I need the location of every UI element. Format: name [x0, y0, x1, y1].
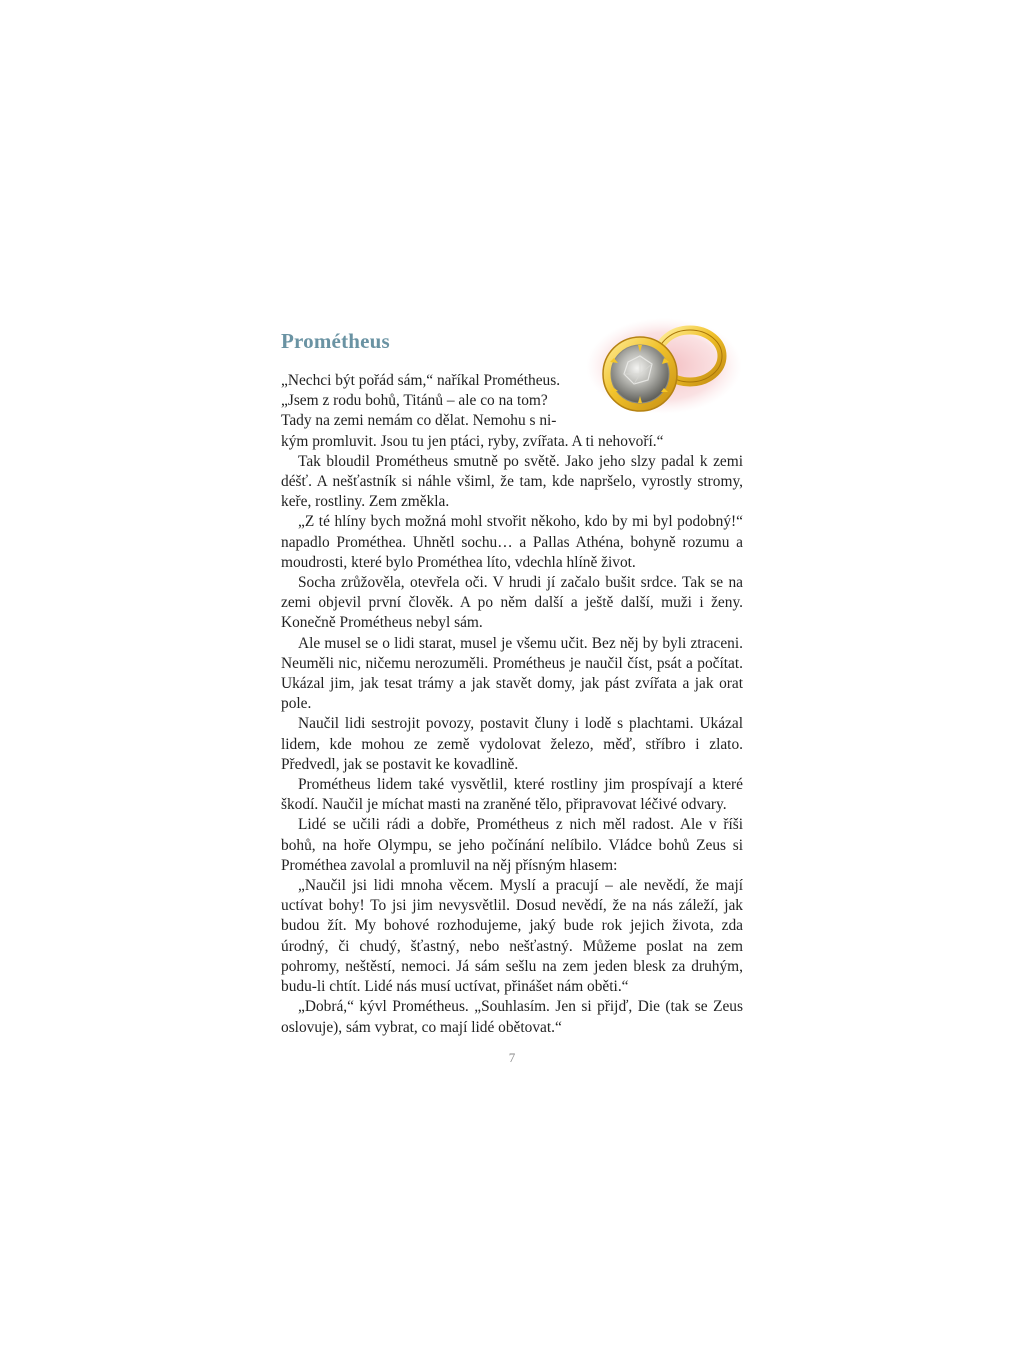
- paragraph: Naučil lidi sestrojit povozy, postavit čluny i lodě s plachtami. Ukázal lidem, kde mohou ze země vydolovat železo, měď, stříbro i zlato. Předvedl, jak se postavit ke kovadlině.: [281, 715, 743, 773]
- intro-paragraph: [281, 371, 743, 452]
- body-text: [281, 371, 743, 1038]
- paragraph: „Dobrá,“ kývl Prométheus. „Souhlasím. Jen si přijď, Die (tak se Zeus oslovuje), sám vybrat, co mají lidé obětovat.“: [281, 998, 743, 1036]
- paragraph: Socha zrůžověla, otevřela oči. V hrudi jí začalo bušit srdce. Tak se na zemi objevil první člověk. A po něm další a ještě další, muži i ženy. Konečně Prométheus nebyl sám.: [281, 574, 743, 632]
- intro-line: „Jsem z rodu bohů, Titánů – ale co na tom?: [281, 392, 548, 410]
- intro-line: Tady na zemi nemám co dělat. Nemohu s ni-: [281, 412, 557, 430]
- paragraph: Lidé se učili rádi a dobře, Prométheus z nich měl radost. Ale v říši bohů, na hoře Olympu, se jeho počínání nelíbilo. Vládce bohů Zeus si Prométhea zavolal a promluvil na něj přísným hlasem:: [281, 816, 743, 874]
- paragraph: Tak bloudil Prométheus smutně po světě. Jako jeho slzy padal k zemi déšť. A nešťastník si náhle všiml, že tam, kde napršelo, vyrostly stromy, keře, rostliny. Zem změkla.: [281, 452, 743, 511]
- paragraph: „Z té hlíny bych možná mohl stvořit někoho, kdo by mi byl podobný!“ napadlo Prométhea. Uhnětl sochu… a Pallas Athéna, bohyně rozumu a moudrosti, které bylo Prométhea líto, vdechla hlíně život.: [281, 513, 743, 571]
- intro-line: kým promluvit. Jsou tu jen ptáci, ryby, zvířata. A ti nehovoří.“: [281, 432, 664, 450]
- page-number: 7: [508, 1050, 516, 1065]
- intro-line: „Nechci být pořád sám,“ naříkal Prométheus.: [281, 372, 561, 389]
- paragraph: „Naučil jsi lidi mnoha věcem. Myslí a pracují – ale nevědí, že mají uctívat bohy! To jsi jim nevysvětlil. Dosud nevědí, že na nás záleží, jak budou žít. My bohové rozhodujeme, jaký bude rok jejich života, zda úrodný, či chudý, šťastný, nebo nešťastný. Můžeme poslat na zem pohromy, neštěstí, nemoci. Já sám sešlu na zem jeden blesk za druhým, budu-li chtít. Lidé nás musí uctívat, přinášet nám oběti.“: [281, 877, 743, 996]
- paragraph: Ale musel se o lidi starat, musel je všemu učit. Bez něj by byli ztraceni. Neuměli nic, ničemu nerozuměli. Prométheus je naučil číst, psát a počítat. Ukázal jim, jak tesat trámy a jak stavět domy, jak pást zvířata a jak orat pole.: [281, 634, 743, 713]
- chapter-title: Prométheus: [281, 329, 390, 353]
- paragraph: Prométheus lidem také vysvětlil, které rostliny jim prospívají a které škodí. Naučil je míchat masti na zraněné tělo, připravovat léčivé odvary.: [281, 776, 743, 814]
